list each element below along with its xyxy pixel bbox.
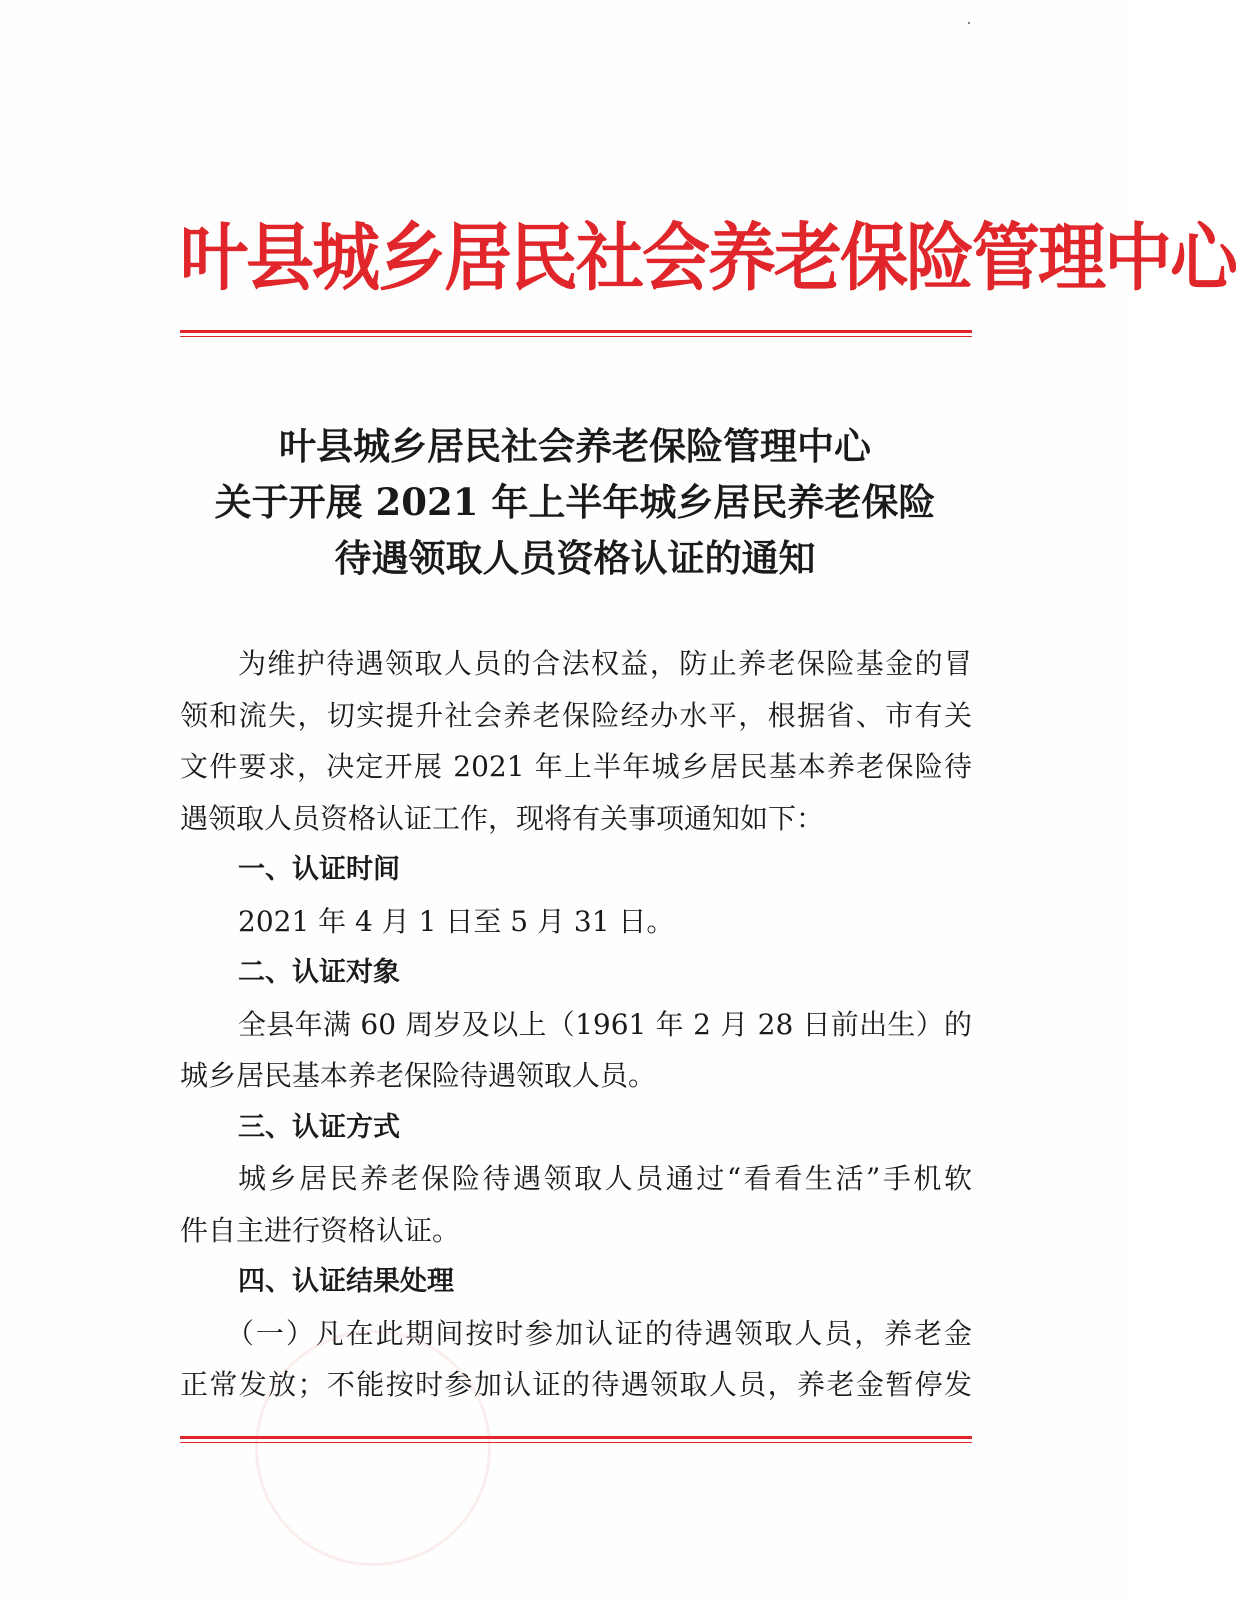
letterhead-rule-bottom [180, 1436, 972, 1443]
org-letterhead: 叶县城乡居民社会养老保险管理中心 [180, 216, 1236, 302]
section-text-result [180, 1308, 972, 1360]
title-line-1: 叶县城乡居民社会养老保险管理中心 [279, 424, 871, 468]
method-line-2: 件自主进行资格认证。 [180, 1213, 461, 1247]
document-title [150, 418, 1000, 586]
section-text-result-cont [180, 1359, 972, 1411]
letterhead-rule-top [180, 330, 972, 337]
intro-paragraph [180, 638, 972, 690]
section-heading-time: 一、认证时间 [238, 854, 400, 885]
scan-speck [968, 22, 970, 24]
section-heading-target: 二、认证对象 [238, 957, 400, 988]
section-text-method-cont [180, 1205, 972, 1257]
section-text-target [180, 999, 972, 1051]
title-line-2: 关于开展 2021 年上半年城乡居民养老保险 [214, 480, 936, 524]
intro-line-4: 遇领取人员资格认证工作，现将有关事项通知如下： [180, 801, 825, 835]
section-heading-method: 三、认证方式 [238, 1111, 400, 1143]
section-text-time: 2021 年 4 月 1 日至 5 月 31 日。 [238, 904, 675, 938]
method-line-1: 城乡居民养老保险待遇领取人员通过“看看生活”手机软 [238, 1162, 972, 1195]
result-line-1: （一）凡在此期间按时参加认证的待遇领取人员，养老金 [226, 1316, 972, 1350]
document-body [180, 638, 972, 1411]
target-line-2: 城乡居民基本养老保险待遇领取人员。 [180, 1059, 657, 1092]
section-text-target-cont [180, 1050, 972, 1102]
intro-line-3: 文件要求，决定开展 2021 年上半年城乡居民基本养老保险待 [180, 750, 972, 783]
intro-line-2: 领和流失，切实提升社会养老保险经办水平，根据省、市有关 [180, 698, 972, 732]
result-line-2: 正常发放；不能按时参加认证的待遇领取人员，养老金暂停发 [180, 1368, 972, 1401]
intro-paragraph-cont [180, 690, 972, 845]
intro-line-1: 为维护待遇领取人员的合法权益，防止养老保险基金的冒 [238, 647, 972, 680]
section-heading-result: 四、认证结果处理 [238, 1266, 454, 1297]
title-line-3: 待遇领取人员资格认证的通知 [334, 536, 816, 580]
section-text-method [180, 1153, 972, 1205]
target-line-1: 全县年满 60 周岁及以上（1961 年 2 月 28 日前出生）的 [238, 1007, 972, 1041]
